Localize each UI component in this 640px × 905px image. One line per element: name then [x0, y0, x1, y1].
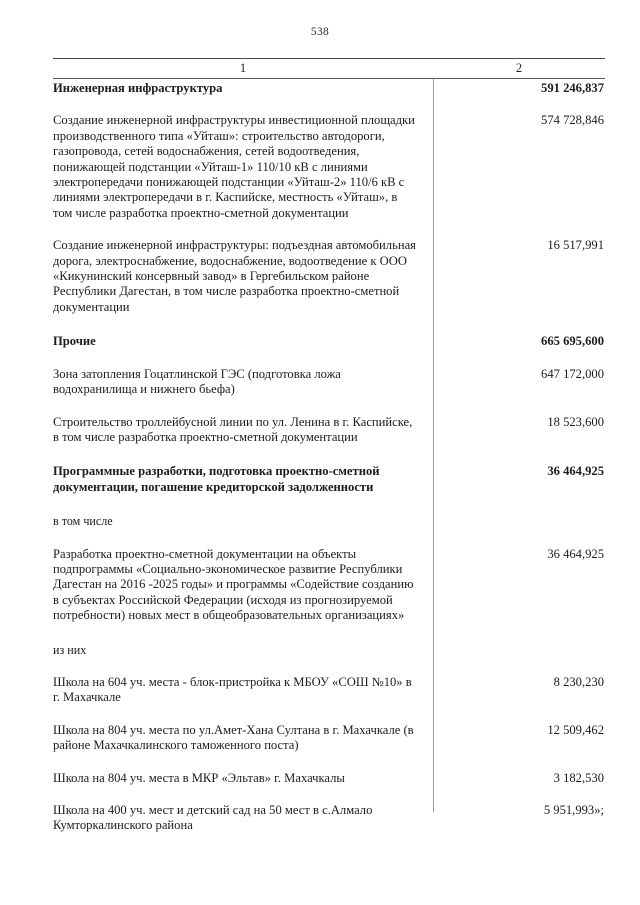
table-row — [53, 367, 605, 398]
row-description: Создание инженерной инфраструктуры инвестиционной площадки производственного типа «Уйташ»: строительство автодороги, газопровода, сетей водоснабжения, сетей водоотведения, понижающей подстанции «Уйташ-1» 110/10 кВ с линиями электропередачи понижающей подстанции «Уйташ-2» 110/6 кВ с линиями электропередачи в г. Каспийске, местность «Уйташ», в том числе разработка проектно-сметной документации — [53, 113, 415, 220]
budget-table — [53, 58, 605, 834]
table-row — [53, 803, 605, 834]
table-row — [53, 643, 605, 658]
table-row — [53, 113, 605, 221]
row-description: Прочие — [53, 334, 96, 349]
column-header-2: 2 — [515, 61, 523, 75]
table-row — [53, 81, 605, 96]
row-description: Школа на 804 уч. места по ул.Амет-Хана Султана в г. Махачкале (в районе Махачкалинского таможенного поста) — [53, 722, 414, 753]
table-column-header-row — [53, 59, 605, 78]
table-row — [53, 464, 605, 495]
row-description: в том числе — [53, 514, 113, 529]
table-row — [53, 334, 605, 349]
page-number: 538 — [310, 26, 330, 38]
row-amount: 36 464,925 — [547, 546, 604, 561]
table-body — [53, 79, 605, 834]
row-description: Школа на 804 уч. места в МКР «Эльтав» г. Махачкалы — [53, 770, 345, 785]
table-row — [53, 723, 605, 754]
table-row — [53, 547, 605, 624]
row-description: Создание инженерной инфраструктуры: подъездная автомобильная дорога, электроснабжение, водоснабжение, водоотведение к ООО «Кикунинский консервный завод» в Гергебильском районе Республики Дагестан, в том числе разработка проектно-сметной документации — [53, 238, 416, 314]
row-description: Программные разработки, подготовка проектно-сметной документации, погашение кредиторской задолженности — [53, 464, 380, 494]
table-row — [53, 771, 605, 786]
row-amount: 665 695,600 — [541, 334, 604, 349]
row-amount: 16 517,991 — [547, 238, 604, 253]
table-row — [53, 675, 605, 706]
table-row — [53, 514, 605, 529]
table-row — [53, 415, 605, 446]
row-description: из них — [53, 642, 87, 657]
row-amount: 591 246,837 — [541, 81, 604, 95]
row-amount: 574 728,846 — [541, 113, 604, 128]
row-description: Школа на 604 уч. места - блок-пристройка к МБОУ «СОШ №10» в г. Махачкале — [53, 674, 412, 705]
row-amount: 3 182,530 — [553, 770, 604, 785]
row-amount: 12 509,462 — [547, 722, 604, 737]
column-header-1: 1 — [239, 61, 247, 75]
row-description: Школа на 400 уч. мест и детский сад на 50 мест в с.Алмало Кумторкалинского района — [53, 803, 373, 833]
row-amount: 8 230,230 — [553, 674, 604, 689]
row-description: Зона затопления Гоцатлинской ГЭС (подготовка ложа водохранилища и нижнего бьефа) — [53, 366, 341, 397]
row-description: Инженерная инфраструктура — [53, 81, 223, 95]
row-description: Разработка проектно-сметной документации на объекты подпрограммы «Социально-экономическое развитие Республики Дагестан на 2016 -2025 годы» и программы «Содействие созданию в субъектах Российской Федерации (исходя из прогнозируемой потребности) новых мест в общеобразовательных организациях» — [53, 546, 414, 623]
row-amount: 647 172,000 — [541, 366, 604, 381]
row-amount: 18 523,600 — [547, 414, 604, 429]
row-description: Строительство троллейбусной линии по ул. Ленина в г. Каспийске, в том числе разработка проектно-сметной документации — [53, 414, 413, 444]
row-amount: 36 464,925 — [547, 464, 604, 479]
row-amount: 5 951,993»; — [543, 803, 604, 817]
table-row — [53, 238, 605, 315]
